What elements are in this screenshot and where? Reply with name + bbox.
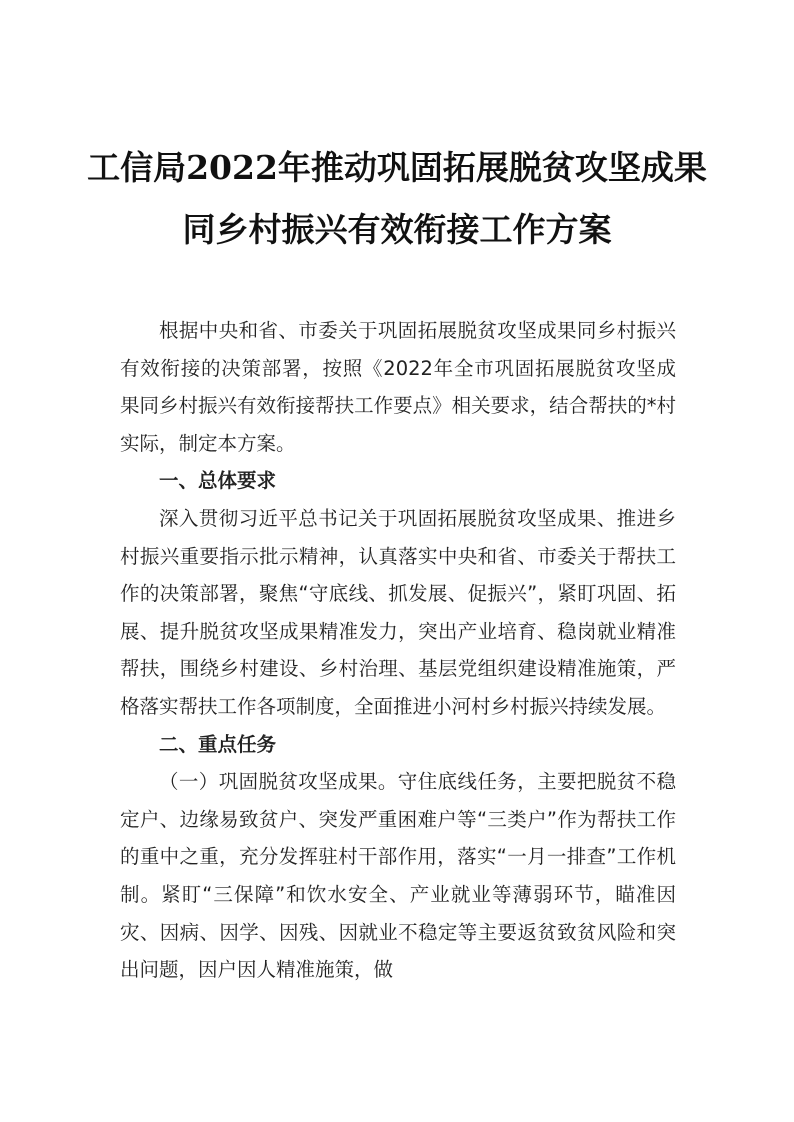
document-title-line-1: 工信局2022年推动巩固拓展脱贫攻坚成果	[87, 148, 707, 187]
section-heading-general-requirements: 一、总体要求	[159, 469, 277, 493]
document-title-line-2: 同乡村振兴有效衔接工作方案	[182, 210, 612, 249]
key-task-item-1-paragraph: （一）巩固脱贫攻坚成果。守住底线任务，主要把脱贫不稳定户、边缘易致贫户、突发严重困难户等“三类户”作为帮扶工作的重中之重，充分发挥驻村干部作用，落实“一月一排查”工作机制。紧盯“三保障”和饮水安全、产业就业等薄弱环节，瞄准因灾、因病、因学、因残、因就业不稳定等主要返贫致贫风险和突出问题，因户因人精准施策，做	[120, 770, 676, 982]
intro-paragraph: 根据中央和省、市委关于巩固拓展脱贫攻坚成果同乡村振兴有效衔接的决策部署，按照《2022年全市巩固拓展脱贫攻坚成果同乡村振兴有效衔接帮扶工作要点》相关要求，结合帮扶的*村实际，制定本方案。	[120, 319, 676, 455]
document-body	[120, 312, 676, 989]
general-requirements-paragraph: 深入贯彻习近平总书记关于巩固拓展脱贫攻坚成果、推进乡村振兴重要指示批示精神，认真落实中央和省、市委关于帮扶工作的决策部署，聚焦“守底线、抓发展、促振兴”，紧盯巩固、拓展、提升脱贫攻坚成果精准发力，突出产业培育、稳岗就业精准帮扶，围绕乡村建设、乡村治理、基层党组织建设精准施策，严格落实帮扶工作各项制度，全面推进小河村乡村振兴持续发展。	[120, 506, 676, 718]
section-heading-key-tasks: 二、重点任务	[159, 732, 277, 756]
